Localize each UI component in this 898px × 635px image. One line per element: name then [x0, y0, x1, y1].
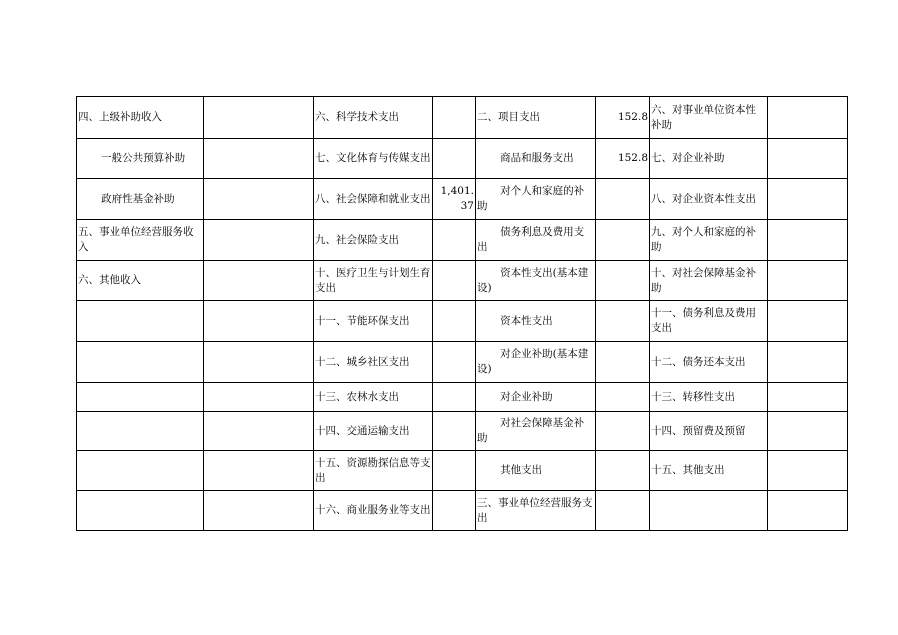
table-row [77, 383, 848, 412]
expense-function-item: 十、医疗卫生与计划生育支出 [314, 261, 433, 301]
table-row [77, 139, 848, 179]
expense-government-item: 十五、其他支出 [650, 451, 768, 491]
income-amount [204, 301, 314, 342]
expense-function-amount [433, 139, 476, 179]
expense-government-item: 十、对社会保障基金补助 [650, 261, 768, 301]
expense-government-item: 十二、债务还本支出 [650, 342, 768, 383]
expense-function-item: 十五、资源勘探信息等支出 [314, 451, 433, 491]
income-item [77, 301, 204, 342]
expense-economic-amount [596, 451, 650, 491]
expense-function-item: 十三、农林水支出 [314, 383, 433, 412]
expense-economic-amount [596, 261, 650, 301]
expense-function-item: 十一、节能环保支出 [314, 301, 433, 342]
expense-function-item: 六、科学技术支出 [314, 97, 433, 139]
expense-government-item: 十一、债务利息及费用支出 [650, 301, 768, 342]
table-row [77, 301, 848, 342]
expense-function-item: 九、社会保险支出 [314, 220, 433, 261]
expense-economic-amount [596, 491, 650, 531]
expense-government-item: 九、对个人和家庭的补助 [650, 220, 768, 261]
income-amount [204, 139, 314, 179]
expense-government-amount [768, 412, 848, 451]
income-item [77, 491, 204, 531]
income-item: 一般公共预算补助 [77, 139, 204, 179]
expense-government-item: 十三、转移性支出 [650, 383, 768, 412]
income-amount [204, 179, 314, 220]
expense-function-amount: 1,401.37 [433, 179, 476, 220]
expense-economic-item: 资本性支出(基本建设) [476, 261, 596, 301]
expense-government-amount [768, 383, 848, 412]
expense-economic-item: 其他支出 [476, 451, 596, 491]
expense-function-amount [433, 301, 476, 342]
income-amount [204, 261, 314, 301]
expense-government-amount [768, 451, 848, 491]
income-amount [204, 412, 314, 451]
expense-economic-item: 资本性支出 [476, 301, 596, 342]
expense-economic-item: 债务利息及费用支出 [476, 220, 596, 261]
budget-table [76, 96, 848, 531]
expense-economic-amount [596, 342, 650, 383]
expense-government-amount [768, 97, 848, 139]
table-row [77, 412, 848, 451]
expense-economic-amount [596, 179, 650, 220]
expense-government-amount [768, 139, 848, 179]
income-amount [204, 491, 314, 531]
table-row [77, 342, 848, 383]
expense-economic-item: 商品和服务支出 [476, 139, 596, 179]
income-amount [204, 451, 314, 491]
expense-government-amount [768, 220, 848, 261]
expense-economic-amount: 152.8 [596, 139, 650, 179]
table-row [77, 261, 848, 301]
income-amount [204, 383, 314, 412]
expense-economic-amount: 152.8 [596, 97, 650, 139]
expense-government-item: 八、对企业资本性支出 [650, 179, 768, 220]
income-item: 六、其他收入 [77, 261, 204, 301]
table-row [77, 179, 848, 220]
expense-economic-item: 对个人和家庭的补助 [476, 179, 596, 220]
expense-function-item: 十二、城乡社区支出 [314, 342, 433, 383]
expense-economic-amount [596, 301, 650, 342]
expense-economic-item: 二、项目支出 [476, 97, 596, 139]
income-amount [204, 220, 314, 261]
expense-government-amount [768, 261, 848, 301]
expense-function-item: 十四、交通运输支出 [314, 412, 433, 451]
expense-government-amount [768, 342, 848, 383]
expense-function-amount [433, 491, 476, 531]
expense-economic-item: 对企业补助 [476, 383, 596, 412]
expense-function-item: 十六、商业服务业等支出 [314, 491, 433, 531]
expense-economic-amount [596, 383, 650, 412]
expense-function-amount [433, 412, 476, 451]
income-item [77, 342, 204, 383]
expense-function-amount [433, 97, 476, 139]
expense-function-item: 七、文化体育与传媒支出 [314, 139, 433, 179]
expense-economic-amount [596, 220, 650, 261]
income-amount [204, 97, 314, 139]
income-item: 政府性基金补助 [77, 179, 204, 220]
expense-function-amount [433, 342, 476, 383]
table-row [77, 97, 848, 139]
expense-function-amount [433, 261, 476, 301]
expense-economic-item: 对企业补助(基本建设) [476, 342, 596, 383]
table-row [77, 491, 848, 531]
expense-economic-item: 三、事业单位经营服务支出 [476, 491, 596, 531]
expense-government-amount [768, 179, 848, 220]
expense-function-item: 八、社会保障和就业支出 [314, 179, 433, 220]
expense-government-item: 七、对企业补助 [650, 139, 768, 179]
expense-economic-amount [596, 412, 650, 451]
income-item: 五、事业单位经营服务收入 [77, 220, 204, 261]
expense-government-amount [768, 491, 848, 531]
expense-government-item: 十四、预留费及预留 [650, 412, 768, 451]
expense-economic-item: 对社会保障基金补助 [476, 412, 596, 451]
expense-government-amount [768, 301, 848, 342]
expense-government-item: 六、对事业单位资本性补助 [650, 97, 768, 139]
income-item [77, 451, 204, 491]
expense-function-amount [433, 383, 476, 412]
income-amount [204, 342, 314, 383]
table-row [77, 220, 848, 261]
income-item [77, 412, 204, 451]
expense-function-amount [433, 451, 476, 491]
expense-government-item [650, 491, 768, 531]
table-row [77, 451, 848, 491]
expense-function-amount [433, 220, 476, 261]
income-item [77, 383, 204, 412]
income-item: 四、上级补助收入 [77, 97, 204, 139]
